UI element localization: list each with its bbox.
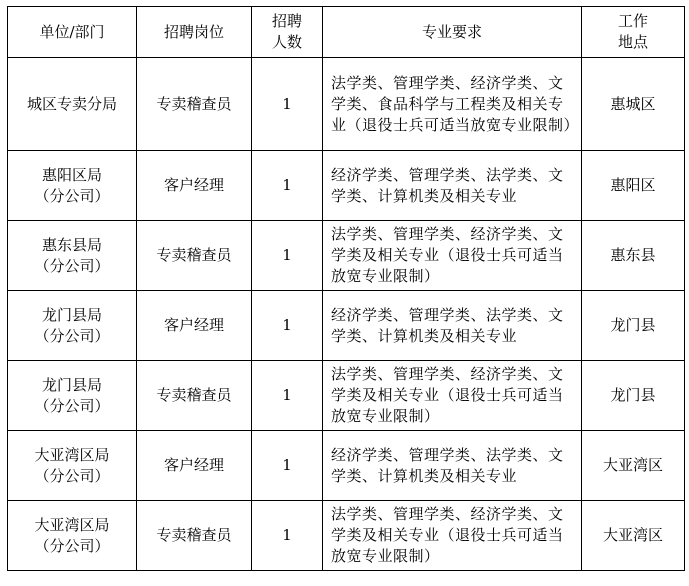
header-count: 招聘 人数 xyxy=(252,7,323,58)
dept-cell: 大亚湾区局 （分公司） xyxy=(8,431,137,501)
count-cell: 1 xyxy=(252,221,323,291)
position-cell: 专卖稽查员 xyxy=(137,501,252,571)
major-cell: 经济学类、管理学类、法学类、文学类、计算机类及相关专业 xyxy=(323,291,582,361)
major-cell: 经济学类、管理学类、法学类、文学类、计算机类及相关专业 xyxy=(323,431,582,501)
major-cell: 法学类、管理学类、经济学类、文学类及相关专业（退役士兵可适当放宽专业限制） xyxy=(323,361,582,431)
position-cell: 专卖稽查员 xyxy=(137,58,252,151)
location-cell: 惠城区 xyxy=(582,58,685,151)
header-row xyxy=(8,7,685,58)
header-major: 专业要求 xyxy=(323,7,582,58)
major-cell: 经济学类、管理学类、法学类、文学类、计算机类及相关专业 xyxy=(323,151,582,221)
recruitment-table xyxy=(7,6,685,571)
count-cell: 1 xyxy=(252,291,323,361)
count-cell: 1 xyxy=(252,151,323,221)
table-row xyxy=(8,151,685,221)
dept-cell: 大亚湾区局 （分公司） xyxy=(8,501,137,571)
position-cell: 专卖稽查员 xyxy=(137,361,252,431)
position-cell: 客户经理 xyxy=(137,291,252,361)
table-row xyxy=(8,361,685,431)
header-dept: 单位/部门 xyxy=(8,7,137,58)
position-cell: 专卖稽查员 xyxy=(137,221,252,291)
location-cell: 惠东县 xyxy=(582,221,685,291)
count-cell: 1 xyxy=(252,58,323,151)
location-cell: 龙门县 xyxy=(582,361,685,431)
dept-cell: 龙门县局 （分公司） xyxy=(8,291,137,361)
location-cell: 龙门县 xyxy=(582,291,685,361)
table-row xyxy=(8,291,685,361)
dept-cell: 龙门县局 （分公司） xyxy=(8,361,137,431)
recruitment-table-container xyxy=(7,6,685,571)
count-cell: 1 xyxy=(252,361,323,431)
dept-cell: 惠阳区局 （分公司） xyxy=(8,151,137,221)
header-position: 招聘岗位 xyxy=(137,7,252,58)
location-cell: 大亚湾区 xyxy=(582,431,685,501)
table-row xyxy=(8,221,685,291)
dept-cell: 城区专卖分局 xyxy=(8,58,137,151)
table-row xyxy=(8,431,685,501)
count-cell: 1 xyxy=(252,431,323,501)
major-cell: 法学类、管理学类、经济学类、文学类及相关专业（退役士兵可适当放宽专业限制） xyxy=(323,501,582,571)
location-cell: 惠阳区 xyxy=(582,151,685,221)
major-cell: 法学类、管理学类、经济学类、文学类、食品科学与工程类及相关专业（退役士兵可适当放宽专业限制） xyxy=(323,58,582,151)
position-cell: 客户经理 xyxy=(137,431,252,501)
major-cell: 法学类、管理学类、经济学类、文学类及相关专业（退役士兵可适当放宽专业限制） xyxy=(323,221,582,291)
count-cell: 1 xyxy=(252,501,323,571)
table-row xyxy=(8,501,685,571)
location-cell: 大亚湾区 xyxy=(582,501,685,571)
dept-cell: 惠东县局 （分公司） xyxy=(8,221,137,291)
position-cell: 客户经理 xyxy=(137,151,252,221)
table-row xyxy=(8,58,685,151)
header-location: 工作 地点 xyxy=(582,7,685,58)
